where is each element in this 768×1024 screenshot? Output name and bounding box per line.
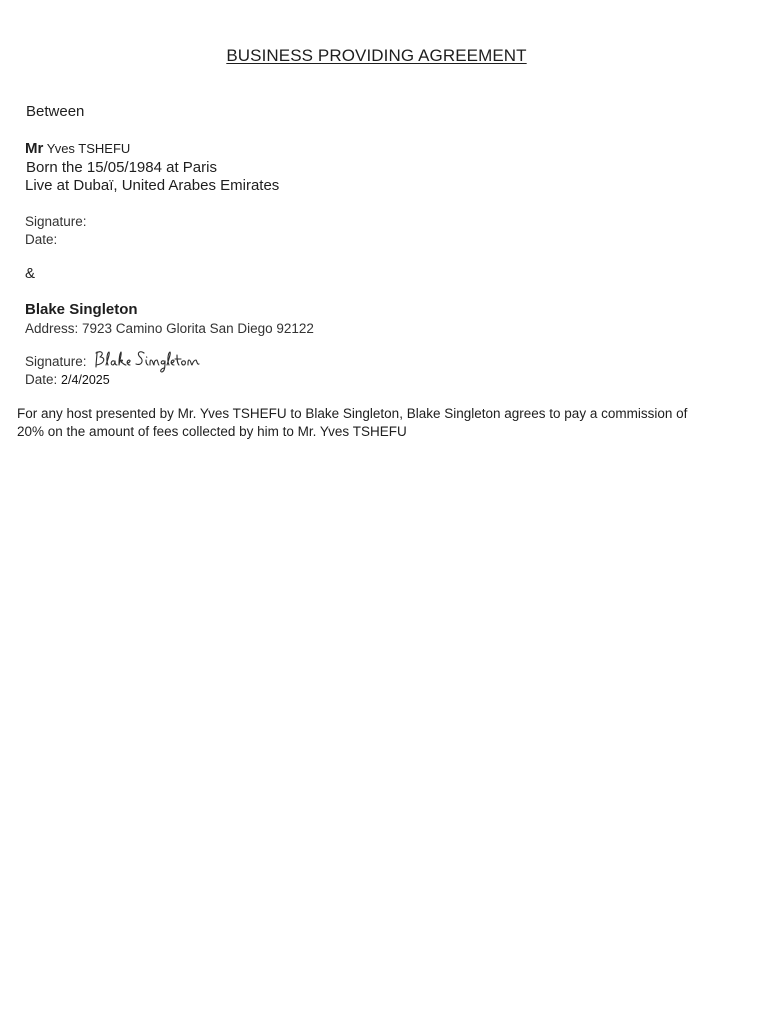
party2-signature-label: Signature: — [25, 354, 87, 369]
party1-name: Yves TSHEFU — [46, 141, 131, 156]
party1-name-line — [25, 140, 130, 157]
party2-name: Blake Singleton — [25, 301, 138, 318]
commission-clause: For any host presented by Mr. Yves TSHEFU to Blake Singleton, Blake Singleton agrees to pay a commission of 20% on the amount of fees collected by him to Mr. Yves TSHEFU — [17, 406, 688, 439]
party1-signature-label: Signature: — [25, 214, 87, 229]
ampersand: & — [25, 265, 36, 282]
party2-date-value: 2/4/2025 — [61, 373, 110, 387]
party2-date-line — [25, 372, 110, 387]
party2-address: Address: 7923 Camino Glorita San Diego 92122 — [25, 321, 314, 336]
party1-birth-info: Born the 15/05/1984 at Paris — [26, 159, 217, 176]
document-title: BUSINESS PROVIDING AGREEMENT — [226, 46, 527, 65]
between-label: Between — [26, 103, 85, 120]
party1-honorific: Mr — [25, 140, 44, 157]
party2-date-label: Date: — [25, 372, 58, 387]
party1-residence: Live at Dubaï, United Arabes Emirates — [25, 177, 280, 194]
party1-date-label: Date: — [25, 232, 58, 247]
